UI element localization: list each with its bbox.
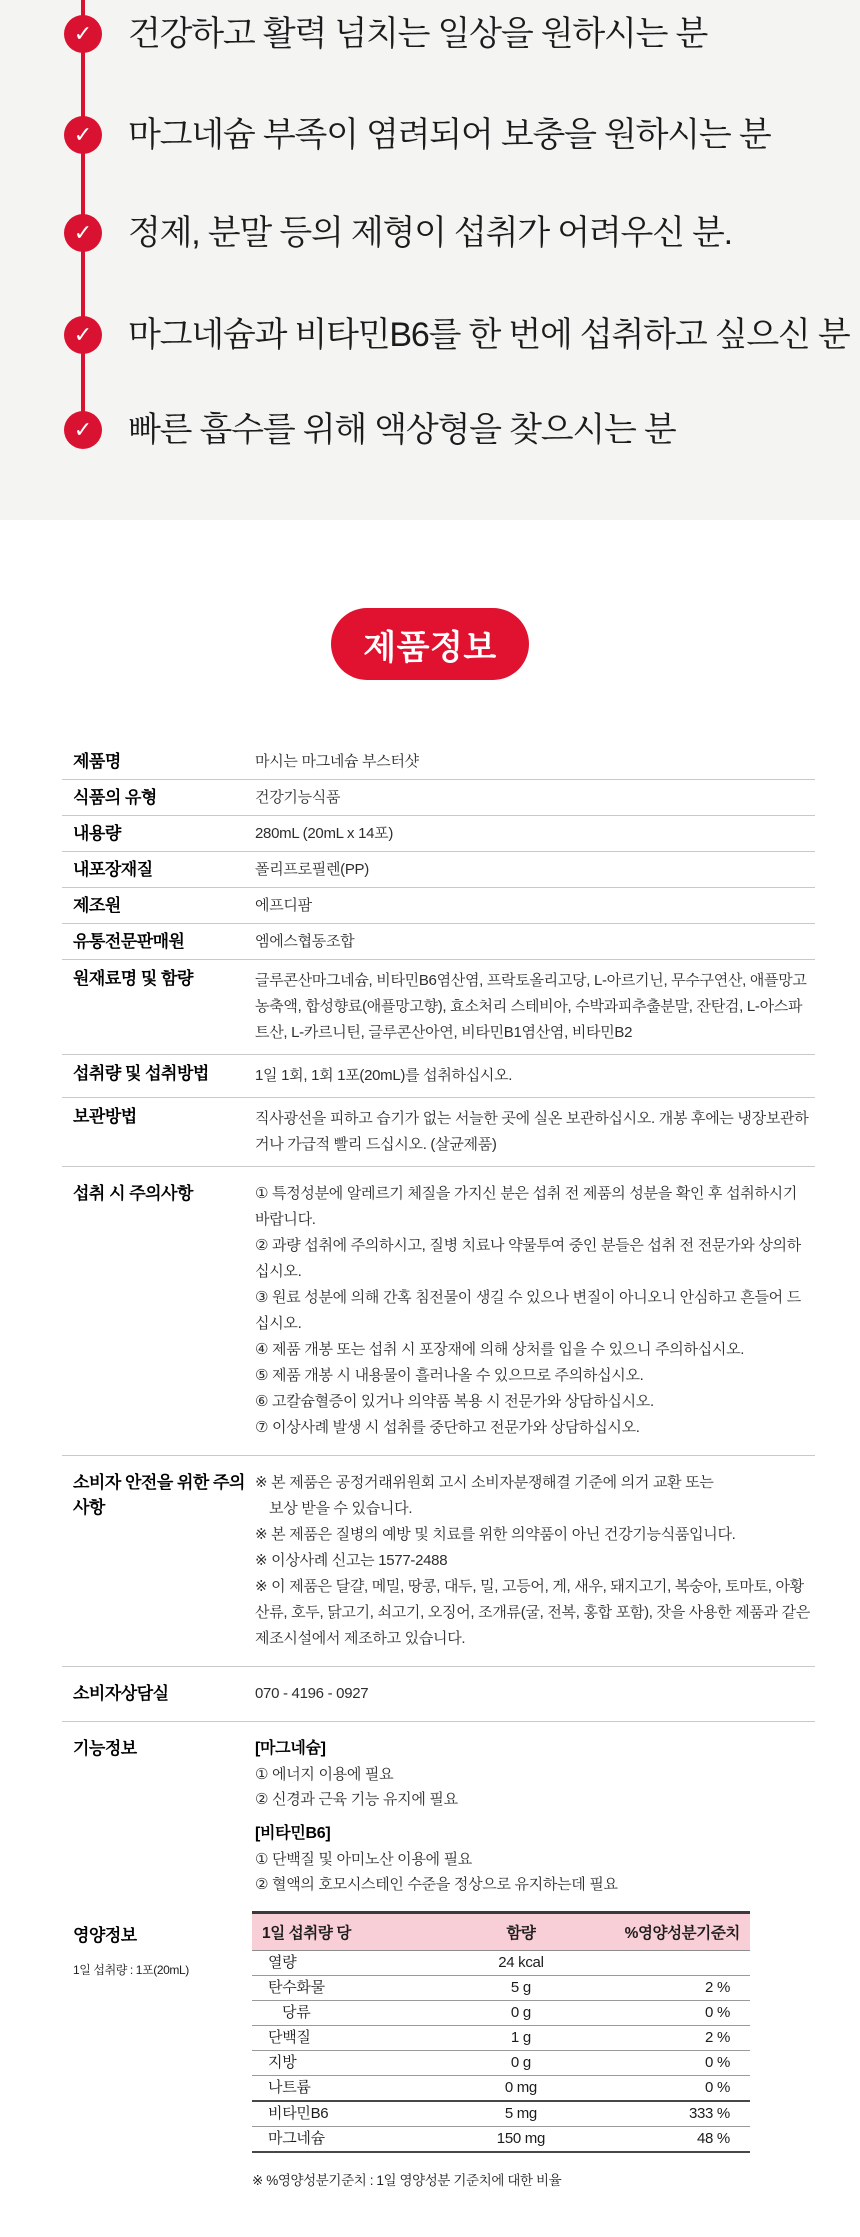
check-icon: ✓ (64, 15, 102, 53)
row-value: 280mL (20mL x 14포) (255, 825, 394, 842)
nutrition-row (252, 1951, 750, 1976)
product-info-table (62, 744, 815, 2189)
row-value: 1일 1회, 1회 1포(20mL)를 섭취하십시오. (255, 1067, 513, 1084)
check-icon: ✓ (64, 316, 102, 354)
nutrient-name: 마그네슘 (268, 2130, 325, 2147)
row-label: 식품의 유형 (73, 788, 157, 807)
table-row (62, 888, 815, 924)
nutrient-percent: 2 % (705, 2029, 730, 2046)
table-row (62, 744, 815, 780)
precaution-item: ⑤ 제품 개봉 시 내용물이 흘러나올 수 있으므로 주의하십시오. (255, 1367, 644, 1384)
row-value (255, 1470, 815, 1652)
checklist-item (0, 311, 860, 359)
nutrition-label: 영양정보 (73, 1926, 137, 1945)
row-label: 제품명 (73, 752, 121, 771)
table-row-intake-precautions (62, 1167, 815, 1456)
row-label (62, 1911, 255, 2189)
table-row-consumer-safety (62, 1456, 815, 1667)
safety-item: ※ 이 제품은 달걀, 메밀, 땅콩, 대두, 밀, 고등어, 게, 새우, 돼지고기, 복숭아, 토마토, 아황산류, 호두, 닭고기, 쇠고기, 오징어, 조개류(굴, 전복, 홍합 포함), 잣을 사용한 제품과 같은 제조시설에서 제조하고 있습니다. (255, 1578, 811, 1647)
checklist-item (0, 209, 860, 257)
nutrition-row (252, 2001, 750, 2026)
table-row-ingredients (62, 960, 815, 1055)
precaution-item: ⑦ 이상사례 발생 시 섭취를 중단하고 전문가와 상담하십시오. (255, 1419, 640, 1436)
function-section-title: [마그네슘] (255, 1740, 326, 1757)
safety-item: ※ 본 제품은 공정거래위원회 고시 소비자분쟁해결 기준에 의거 교환 또는 (255, 1474, 714, 1491)
row-label: 기능정보 (73, 1739, 137, 1758)
row-value: 폴리프로필렌(PP) (255, 861, 369, 878)
table-row (62, 924, 815, 960)
row-value: 마시는 마그네슘 부스터샷 (255, 753, 419, 770)
nutrient-amount: 150 mg (496, 2130, 546, 2147)
nutrient-amount: 5 g (510, 1979, 531, 1996)
row-value (255, 1736, 815, 1897)
function-item: ② 신경과 근육 기능 유지에 필요 (255, 1791, 458, 1808)
function-section-title: [비타민B6] (255, 1825, 331, 1842)
row-value: 070 - 4196 - 0927 (255, 1685, 369, 1702)
nutrient-name: 열량 (268, 1954, 297, 1971)
nutrient-amount: 24 kcal (498, 1954, 544, 1971)
table-row (62, 780, 815, 816)
nutrition-row (252, 2051, 750, 2076)
nutrient-percent: 2 % (705, 1979, 730, 1996)
nutrient-amount: 0 g (510, 2004, 531, 2021)
table-row-storage (62, 1098, 815, 1167)
precaution-item: ② 과량 섭취에 주의하시고, 질병 치료나 약물투여 중인 분들은 섭취 전 전문가와 상의하십시오. (255, 1237, 801, 1280)
spacer (255, 1812, 815, 1821)
check-icon: ✓ (64, 214, 102, 252)
header-percent-dv: %영양성분기준치 (624, 1925, 740, 1942)
nutrient-name: 단백질 (268, 2029, 311, 2046)
table-row-service-center (62, 1667, 815, 1722)
checklist-item-text: 빠른 흡수를 위해 액상형을 찾으시는 분 (128, 411, 676, 449)
nutrition-table (252, 1911, 750, 2153)
nutrient-percent: 333 % (688, 2105, 730, 2122)
nutrient-name: 당류 (282, 2004, 311, 2021)
badge-wrap (0, 520, 860, 680)
row-label: 내포장재질 (73, 860, 153, 879)
checklist-item-text: 마그네슘과 비타민B6를 한 번에 섭취하고 싶으신 분 (128, 316, 850, 354)
safety-item: ※ 이상사례 신고는 1577-2488 (255, 1552, 448, 1569)
precaution-item: ④ 제품 개봉 또는 섭취 시 포장재에 의해 상처를 입을 수 있으니 주의하십시오. (255, 1341, 745, 1358)
row-value: 건강기능식품 (255, 789, 341, 806)
serving-note: 1일 섭취량 : 1포(20mL) (73, 1963, 189, 1977)
safety-item: 보상 받을 수 있습니다. (269, 1500, 413, 1517)
row-label: 원재료명 및 함량 (73, 969, 193, 988)
nutrient-amount: 0 mg (504, 2079, 537, 2096)
nutrition-footnote: ※ %영양성분기준치 : 1일 영양성분 기준치에 대한 비율 (252, 2173, 562, 2188)
table-row-nutrition (62, 1911, 815, 2189)
check-icon: ✓ (64, 116, 102, 154)
checklist-item-text: 정제, 분말 등의 제형이 섭취가 어려우신 분. (128, 214, 732, 252)
row-value: 에프디팜 (255, 897, 312, 914)
target-audience-section (0, 0, 860, 520)
nutrition-row (252, 1976, 750, 2001)
checklist-item (0, 111, 860, 159)
nutrition-row (252, 2127, 750, 2151)
checklist-item-text: 마그네슘 부족이 염려되어 보충을 원하시는 분 (128, 116, 771, 154)
row-label: 유통전문판매원 (73, 932, 185, 951)
table-row (62, 816, 815, 852)
nutrition-row (252, 2076, 750, 2102)
nutrient-percent: 0 % (705, 2004, 730, 2021)
row-label: 보관방법 (73, 1107, 137, 1126)
check-icon: ✓ (64, 411, 102, 449)
nutrient-name: 탄수화물 (268, 1979, 325, 1996)
row-value: 글루콘산마그네슘, 비타민B6염산염, 프락토올리고당, L-아르기닌, 무수구연산, 애플망고농축액, 합성향료(애플망고향), 효소처리 스테비아, 수박과피추출분말, 잔탄검, L-아스파트산, L-카르니틴, 글루콘산아연, 비타민B1염산염, 비타민B2 (255, 972, 807, 1041)
function-item: ① 단백질 및 아미노산 이용에 필요 (255, 1851, 472, 1868)
nutrient-amount: 0 g (510, 2054, 531, 2071)
safety-item: ※ 본 제품은 질병의 예방 및 치료를 위한 의약품이 아닌 건강기능식품입니다. (255, 1526, 736, 1543)
nutrition-header-row (252, 1914, 750, 1951)
precaution-item: ⑥ 고칼슘혈증이 있거나 의약품 복용 시 전문가와 상담하십시오. (255, 1393, 654, 1410)
table-row (62, 852, 815, 888)
function-item: ① 에너지 이용에 필요 (255, 1766, 394, 1783)
table-row-function-info (62, 1722, 815, 1911)
checklist-item (0, 406, 860, 454)
precaution-item: ③ 원료 성분에 의해 간혹 침전물이 생길 수 있으나 변질이 아니오니 안심하고 흔들어 드십시오. (255, 1289, 801, 1332)
row-value: 엠에스협동조합 (255, 933, 355, 950)
nutrient-name: 나트륨 (268, 2079, 311, 2096)
row-value: 직사광선을 피하고 습기가 없는 서늘한 곳에 실온 보관하십시오. 개봉 후에는 냉장보관하거나 가급적 빨리 드십시오. (살균제품) (255, 1110, 809, 1153)
row-label: 섭취 시 주의사항 (73, 1184, 193, 1203)
row-label: 내용량 (73, 824, 121, 843)
nutrient-amount: 1 g (510, 2029, 531, 2046)
header-amount: 함량 (506, 1925, 536, 1942)
checklist-item (0, 10, 860, 58)
nutrient-percent: 0 % (705, 2079, 730, 2096)
nutrient-amount: 5 mg (504, 2105, 537, 2122)
nutrient-percent: 48 % (696, 2130, 730, 2147)
product-info-badge[interactable]: 제품정보 (331, 608, 529, 680)
nutrient-name: 지방 (268, 2054, 297, 2071)
function-item: ② 혈액의 호모시스테인 수준을 정상으로 유지하는데 필요 (255, 1876, 618, 1893)
nutrition-box (252, 1911, 815, 2189)
table-row-dosage (62, 1055, 815, 1098)
row-label: 섭취량 및 섭취방법 (73, 1064, 209, 1083)
row-label: 소비자상담실 (73, 1684, 169, 1703)
header-per-serving: 1일 섭취량 당 (262, 1925, 351, 1942)
checklist-item-text: 건강하고 활력 넘치는 일상을 원하시는 분 (128, 15, 708, 53)
precaution-item: ① 특정성분에 알레르기 체질을 가지신 분은 섭취 전 제품의 성분을 확인 후 섭취하시기 바랍니다. (255, 1185, 798, 1228)
nutrient-percent: 0 % (705, 2054, 730, 2071)
nutrition-row (252, 2026, 750, 2051)
nutrient-name: 비타민B6 (268, 2105, 329, 2122)
row-value (255, 1181, 815, 1441)
row-label: 제조원 (73, 896, 121, 915)
row-label: 소비자 안전을 위한 주의사항 (73, 1473, 245, 1517)
nutrition-row (252, 2102, 750, 2127)
